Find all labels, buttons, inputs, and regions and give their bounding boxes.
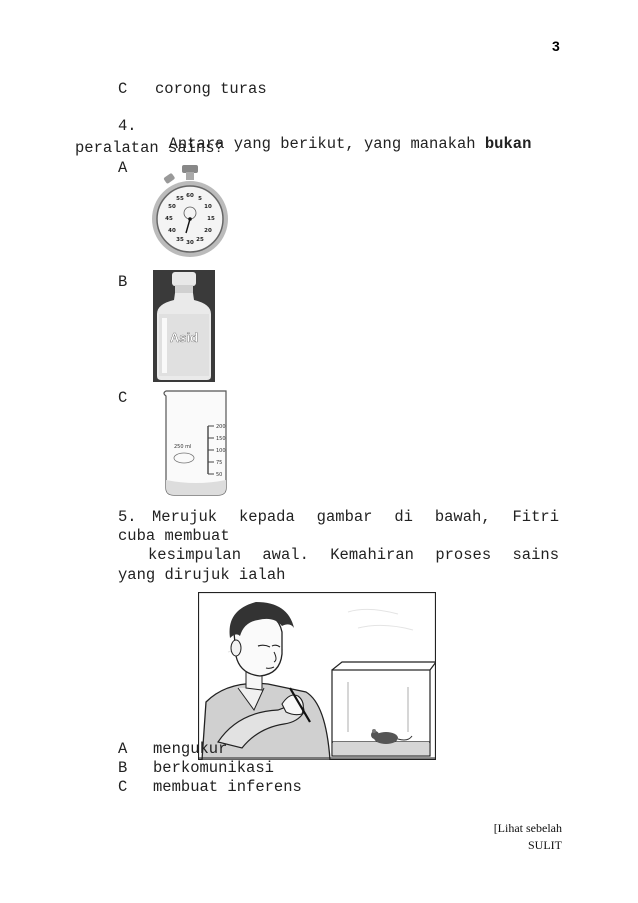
q5-option-c-letter: C: [118, 778, 128, 796]
svg-text:50: 50: [168, 204, 176, 210]
q5-option-b-text: berkomunikasi: [153, 759, 274, 777]
svg-text:75: 75: [216, 460, 223, 466]
footer-sulit: SULIT: [528, 838, 562, 852]
q4-bold-word: bukan: [484, 135, 532, 153]
svg-text:20: 20: [204, 228, 212, 234]
stopwatch-icon: [150, 163, 230, 261]
svg-text:10: 10: [204, 204, 212, 210]
q5-number: 5.: [118, 508, 137, 526]
q5-option-a-text: mengukur: [153, 740, 228, 758]
svg-text:200: 200: [216, 424, 226, 430]
svg-text:150: 150: [216, 436, 226, 442]
svg-text:35: 35: [176, 237, 184, 243]
svg-text:250 ml: 250 ml: [174, 444, 192, 450]
svg-text:100: 100: [216, 448, 226, 454]
svg-text:5: 5: [198, 196, 202, 202]
svg-text:15: 15: [207, 216, 215, 222]
q5-option-c-text: membuat inferens: [153, 778, 302, 796]
prev-option-letter: C: [118, 80, 128, 98]
beaker-icon: [160, 388, 232, 498]
svg-text:25: 25: [196, 237, 204, 243]
q5-line4: yang dirujuk ialah: [118, 566, 286, 584]
svg-text:55: 55: [176, 196, 184, 202]
svg-text:40: 40: [168, 228, 176, 234]
boy-observing-mouse-picture: [198, 592, 436, 760]
svg-text:30: 30: [186, 240, 194, 246]
q5-line3: kesimpulan awal. Kemahiran proses sains: [148, 546, 559, 564]
bottle-label: Asid: [169, 330, 199, 345]
q5-option-a-letter: A: [118, 740, 128, 758]
prev-option-text: corong turas: [155, 80, 267, 98]
q4-option-c-letter: C: [118, 389, 128, 407]
q4-option-a-letter: A: [118, 159, 128, 177]
footer-see-next: [Lihat sebelah: [493, 821, 562, 835]
q5-option-b-letter: B: [118, 759, 128, 777]
q4-line2: peralatan sains?: [75, 139, 224, 157]
reagent-bottle-icon: [153, 270, 215, 382]
q5-line2: cuba membuat: [118, 527, 230, 545]
svg-text:60: 60: [186, 193, 194, 199]
page-number: 3: [552, 38, 560, 54]
svg-text:45: 45: [165, 216, 173, 222]
q4-text: Antara yang berikut, yang manakah: [168, 135, 476, 153]
q5-line1: Merujuk kepada gambar di bawah, Fitri: [152, 508, 559, 526]
q4-number: 4.: [118, 117, 137, 135]
svg-text:50: 50: [216, 472, 223, 478]
q4-option-b-letter: B: [118, 273, 128, 291]
